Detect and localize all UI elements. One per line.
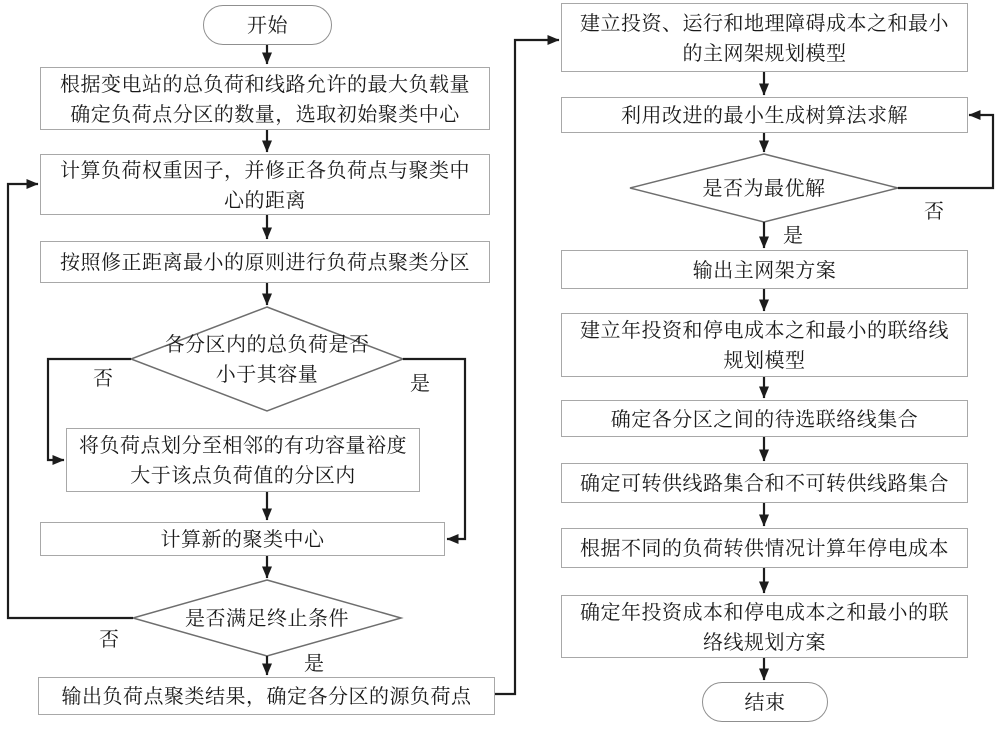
node-output-grid-plan-label: 输出主网架方案 bbox=[692, 257, 837, 282]
node-outage-cost bbox=[561, 528, 968, 568]
branch-label-d2-yes: 是 bbox=[304, 651, 324, 675]
decision-optimal-label: 是否为最优解 bbox=[702, 176, 826, 200]
node-determine-partitions-label: 根据变电站的总负荷和线路允许的最大负载量 确定负荷点分区的数量，选取初始聚类中心 bbox=[60, 71, 470, 126]
decision-load-vs-capacity bbox=[147, 328, 387, 390]
node-transfer-line-sets bbox=[561, 463, 968, 503]
node-outage-cost-label: 根据不同的负荷转供情况计算年停电成本 bbox=[580, 536, 949, 560]
node-tieline-model bbox=[561, 313, 968, 377]
branch-label-d1-yes: 是 bbox=[410, 371, 430, 395]
node-candidate-tielines-label: 确定各分区之间的待选联络线集合 bbox=[610, 406, 919, 431]
decision-termination bbox=[147, 603, 387, 633]
node-end-label: 结束 bbox=[744, 690, 786, 714]
node-start-label: 开始 bbox=[247, 13, 288, 37]
node-candidate-tielines bbox=[561, 400, 968, 437]
node-weight-factor-label: 计算负荷权重因子，并修正各负荷点与聚类中 心的距离 bbox=[60, 157, 470, 212]
node-new-cluster-centers-label: 计算新的聚类中心 bbox=[160, 527, 325, 551]
decision-load-vs-capacity-label: 各分区内的总负荷是否 小于其容量 bbox=[164, 332, 370, 386]
node-final-tieline-plan-label: 确定年投资成本和停电成本之和最小的联 络线规划方案 bbox=[580, 599, 949, 654]
node-mst-solve-label: 利用改进的最小生成树算法求解 bbox=[621, 103, 908, 127]
node-output-grid-plan bbox=[561, 250, 968, 289]
node-reassign-load-points bbox=[66, 428, 420, 492]
branch-label-d3-no: 否 bbox=[924, 199, 944, 223]
node-reassign-load-points-label: 将负荷点划分至相邻的有功容量裕度 大于该点负荷值的分区内 bbox=[79, 433, 407, 487]
node-output-clusters bbox=[38, 677, 495, 715]
node-transfer-line-sets-label: 确定可转供线路集合和不可转供线路集合 bbox=[580, 471, 949, 495]
node-grid-model bbox=[561, 3, 968, 72]
node-mst-solve bbox=[561, 97, 968, 133]
branch-label-d2-no: 否 bbox=[99, 627, 119, 651]
decision-optimal bbox=[644, 173, 884, 203]
node-tieline-model-label: 建立年投资和停电成本之和最小的联络线 规划模型 bbox=[580, 318, 949, 372]
node-grid-model-label: 建立投资、运行和地理障碍成本之和最小 的主网架规划模型 bbox=[580, 10, 949, 65]
node-start bbox=[203, 5, 332, 45]
decision-termination-label: 是否满足终止条件 bbox=[185, 606, 349, 630]
node-final-tieline-plan bbox=[561, 595, 968, 658]
node-determine-partitions bbox=[40, 67, 490, 130]
branch-label-d1-no: 否 bbox=[93, 366, 113, 390]
branch-label-d3-yes: 是 bbox=[783, 223, 803, 247]
edge-l6-r1 bbox=[495, 40, 559, 694]
node-cluster-by-distance-label: 按照修正距离最小的原则进行负荷点聚类分区 bbox=[60, 250, 470, 274]
node-weight-factor bbox=[40, 154, 490, 215]
node-output-clusters-label: 输出负荷点聚类结果，确定各分区的源负荷点 bbox=[61, 684, 472, 708]
node-end bbox=[702, 682, 828, 722]
node-new-cluster-centers bbox=[40, 522, 445, 556]
node-cluster-by-distance bbox=[40, 241, 490, 283]
